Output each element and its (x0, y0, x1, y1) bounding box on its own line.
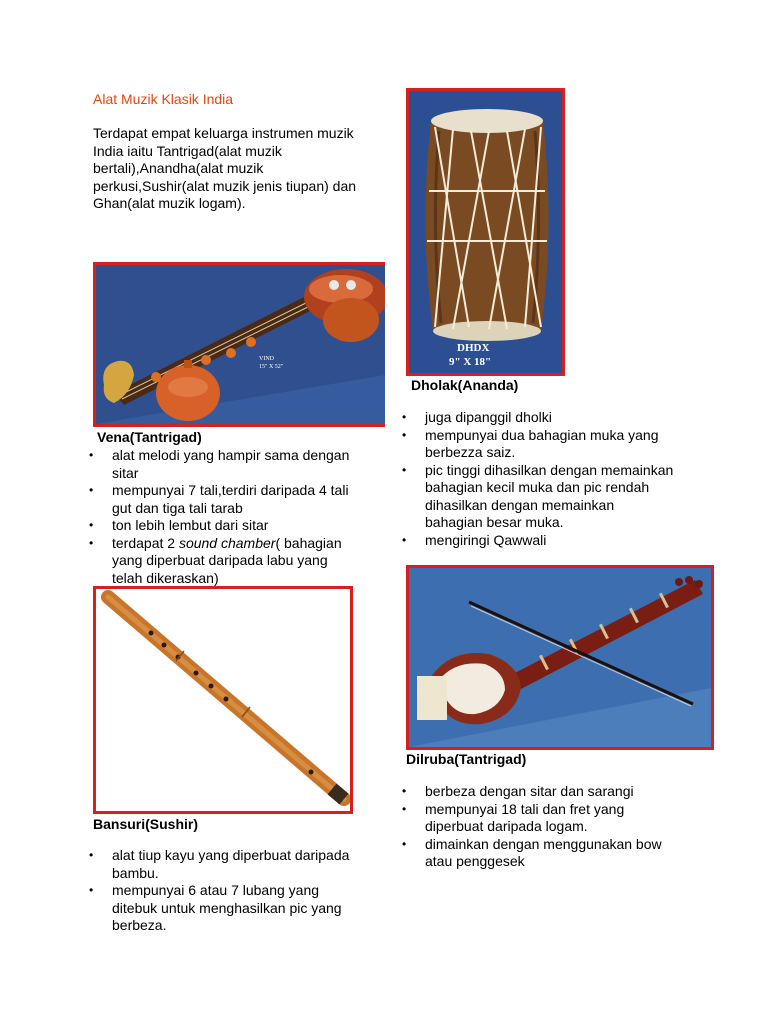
list-item: • alat melodi yang hampir sama dengan sitar (87, 447, 357, 482)
vena-image (96, 265, 385, 424)
vena-caption: Vena(Tantrigad) (97, 429, 202, 445)
dholak-photo-label-1: DHDX (457, 342, 490, 354)
list-item: • dimainkan dengan menggunakan bow atau penggesek (400, 836, 675, 871)
list-item: • mempunyai 7 tali,terdiri daripada 4 tali gut dan tiga tali tarab (87, 482, 357, 517)
dholak-caption: Dholak(Ananda) (411, 377, 519, 393)
bansuri-caption: Bansuri(Sushir) (93, 816, 199, 832)
list-item: • ton lebih lembut dari sitar (87, 517, 357, 535)
vena-photo-label-1: VIND (259, 356, 274, 362)
bansuri-photo (93, 586, 353, 814)
list-item: • pic tinggi dihasilkan dengan memainkan bahagian kecil muka dan pic rendah dihasilkan dengan memainkan bahagian besar muka. (400, 462, 675, 532)
dilruba-bullet-list (400, 783, 675, 871)
dholak-photo (406, 88, 565, 376)
dholak-image (409, 91, 562, 373)
list-item: • mempunyai 18 tali dan fret yang diperbuat daripada logam. (400, 801, 675, 836)
vena-bullet-list (87, 447, 357, 587)
list-item: • alat tiup kayu yang diperbuat daripada bambu. (87, 847, 357, 882)
dholak-bullet-list (400, 409, 675, 549)
list-item: • berbeza dengan sitar dan sarangi (400, 783, 675, 801)
bansuri-bullet-list (87, 847, 357, 935)
intro-paragraph: Terdapat empat keluarga instrumen muzik India iaitu Tantrigad(alat muzik bertali),Anandha(alat muzik perkusi,Sushir(alat muzik jenis tiupan) dan Ghan(alat muzik logam). (93, 125, 357, 211)
dilruba-caption: Dilruba(Tantrigad) (406, 751, 527, 767)
list-item: • terdapat 2 sound chamber( bahagian yang diperbuat daripada labu yang telah dikeraskan) (87, 535, 357, 588)
vena-photo-label-2: 15" X 52" (259, 364, 284, 370)
list-item: • mempunyai 6 atau 7 lubang yang ditebuk untuk menghasilkan pic yang berbeza. (87, 882, 357, 935)
dilruba-photo (406, 565, 714, 750)
dilruba-image (409, 568, 711, 747)
list-item: • juga dipanggil dholki (400, 409, 675, 427)
list-item: • mempunyai dua bahagian muka yang berbezza saiz. (400, 427, 675, 462)
dholak-photo-label-2: 9" X 18" (449, 356, 492, 368)
vena-photo (93, 262, 385, 427)
list-item: • mengiringi Qawwali (400, 532, 675, 550)
bansuri-image (96, 589, 350, 811)
page-title: Alat Muzik Klasik India (93, 91, 234, 107)
